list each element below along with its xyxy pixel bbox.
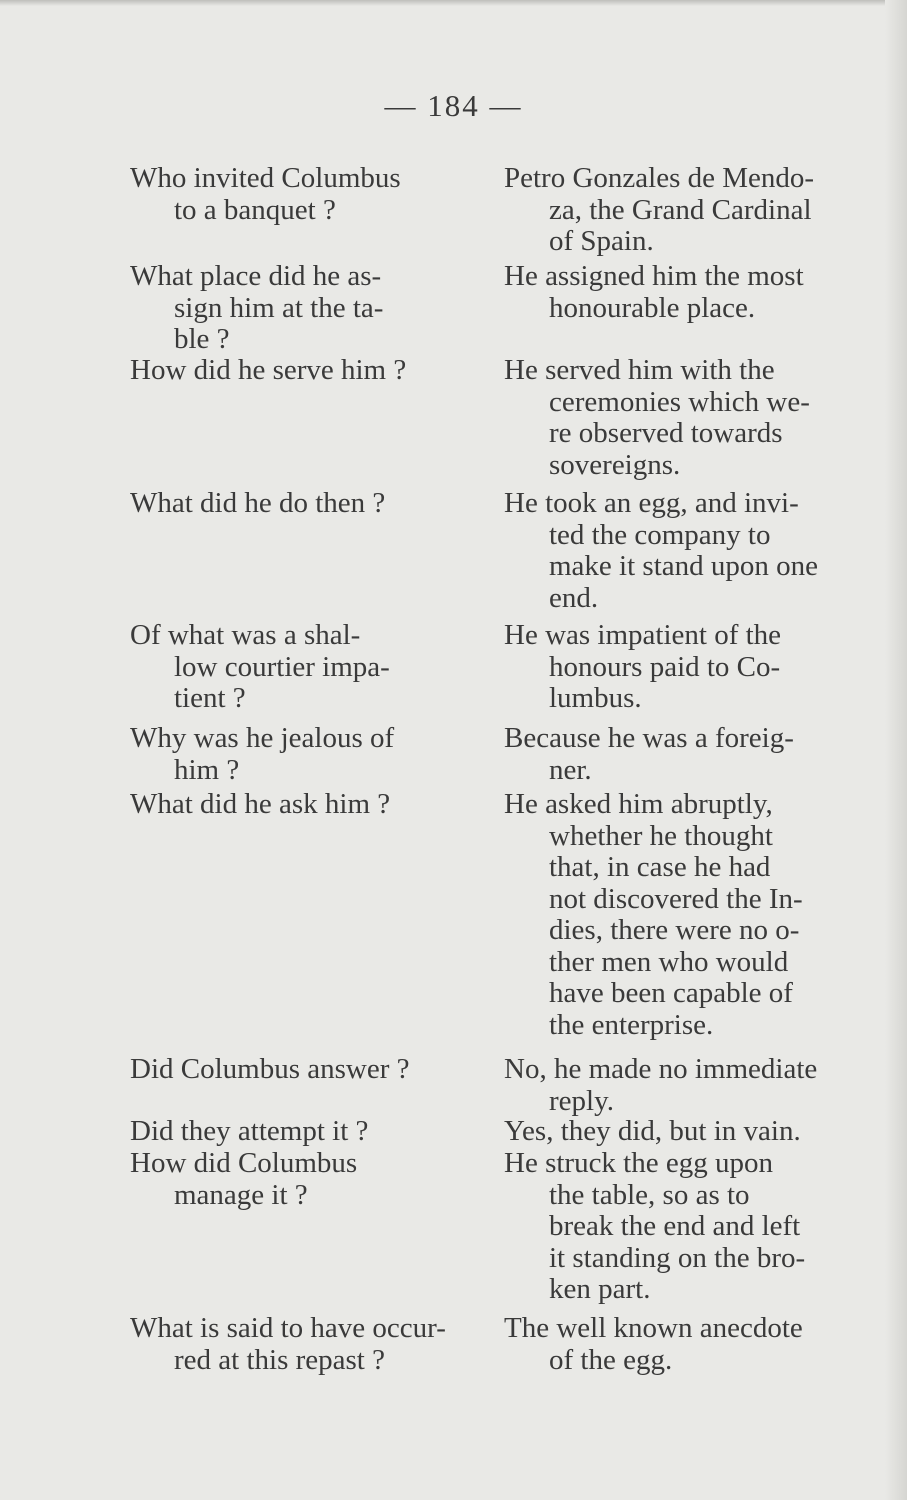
answer-line: Because he was a foreig-: [504, 722, 794, 754]
answer-line: ner.: [549, 753, 592, 786]
answer-line: have been capable of: [549, 977, 793, 1009]
answer-line: honourable place.: [549, 291, 756, 324]
answer-text: [504, 1148, 876, 1306]
answer-line: it standing on the bro-: [549, 1241, 806, 1274]
question-line: tient ?: [174, 682, 246, 714]
question-line: sign him at the ta-: [174, 291, 384, 324]
question-line: red at this repast ?: [174, 1343, 385, 1376]
answer-line: He asked him abruptly,: [504, 788, 773, 820]
answer-line: that, in case he had: [549, 851, 771, 883]
question-line: Of what was a shal-: [130, 619, 361, 651]
answer-line: He took an egg, and invi-: [504, 487, 799, 519]
question-text: [130, 1054, 460, 1086]
answer-line: Petro Gonzales de Mendo-: [504, 162, 815, 194]
answer-line: He served him with the: [504, 354, 775, 386]
question-line: him ?: [174, 753, 240, 786]
answer-text: [504, 355, 876, 481]
question-line: How did Columbus: [130, 1147, 358, 1179]
question-text: [130, 488, 460, 520]
answer-line: of Spain.: [549, 225, 654, 257]
question-line: What did he do then ?: [130, 487, 386, 519]
answer-line: honours paid to Co-: [549, 650, 781, 683]
question-line: What did he ask him ?: [130, 788, 391, 820]
answer-line: No, he made no immediate: [504, 1053, 818, 1085]
question-line: ble ?: [174, 323, 230, 355]
answer-line: Yes, they did, but in vain.: [504, 1115, 801, 1147]
question-text: [130, 261, 460, 356]
question-text: [130, 620, 460, 715]
answer-line: whether he thought: [549, 819, 773, 852]
answer-text: [504, 723, 876, 786]
answer-line: break the end and left: [549, 1210, 801, 1242]
question-text: [130, 355, 460, 387]
question-line: What place did he as-: [130, 260, 382, 292]
answer-line: The well known anecdote: [504, 1312, 803, 1344]
answer-text: [504, 261, 876, 324]
question-text: [130, 789, 460, 821]
answer-text: [504, 1116, 876, 1148]
question-line: How did he serve him ?: [130, 354, 407, 386]
answer-line: re observed towards: [549, 417, 783, 449]
answer-line: za, the Grand Cardinal: [549, 193, 812, 226]
page-top-edge: [0, 0, 907, 6]
question-line: Who invited Columbus: [130, 162, 401, 194]
answer-line: end.: [549, 581, 599, 614]
answer-text: [504, 620, 876, 715]
answer-line: the enterprise.: [549, 1008, 714, 1041]
page-number: — 184 —: [384, 88, 523, 123]
question-text: [130, 1148, 460, 1211]
answer-text: [504, 488, 876, 614]
question-line: Did Columbus answer ?: [130, 1053, 410, 1085]
answer-text: [504, 1054, 876, 1117]
answer-line: lumbus.: [549, 682, 642, 714]
question-line: to a banquet ?: [174, 193, 336, 226]
answer-line: not discovered the In-: [549, 882, 803, 915]
question-line: low courtier impa-: [174, 650, 390, 683]
answer-line: sovereigns.: [549, 448, 681, 481]
answer-line: ken part.: [549, 1273, 651, 1305]
question-text: [130, 1313, 460, 1376]
question-text: [130, 723, 460, 786]
question-text: [130, 1116, 460, 1148]
answer-text: [504, 789, 876, 1041]
answer-line: ther men who would: [549, 945, 789, 978]
question-line: Did they attempt it ?: [130, 1115, 369, 1147]
answer-line: of the egg.: [549, 1343, 673, 1376]
answer-line: dies, there were no o-: [549, 914, 800, 946]
answer-line: He assigned him the most: [504, 260, 804, 292]
question-line: What is said to have occur-: [130, 1312, 446, 1344]
answer-line: ceremonies which we-: [549, 385, 810, 418]
answer-line: the table, so as to: [549, 1178, 750, 1211]
question-line: manage it ?: [174, 1178, 308, 1211]
answer-line: ted the company to: [549, 518, 771, 551]
answer-line: reply.: [549, 1084, 614, 1117]
answer-line: He struck the egg upon: [504, 1147, 773, 1179]
question-text: [130, 163, 460, 226]
answer-text: [504, 1313, 876, 1376]
question-line: Why was he jealous of: [130, 722, 395, 754]
answer-line: He was impatient of the: [504, 619, 782, 651]
answer-text: [504, 163, 876, 258]
answer-line: make it stand upon one: [549, 550, 819, 582]
page-right-edge: [885, 0, 907, 1500]
